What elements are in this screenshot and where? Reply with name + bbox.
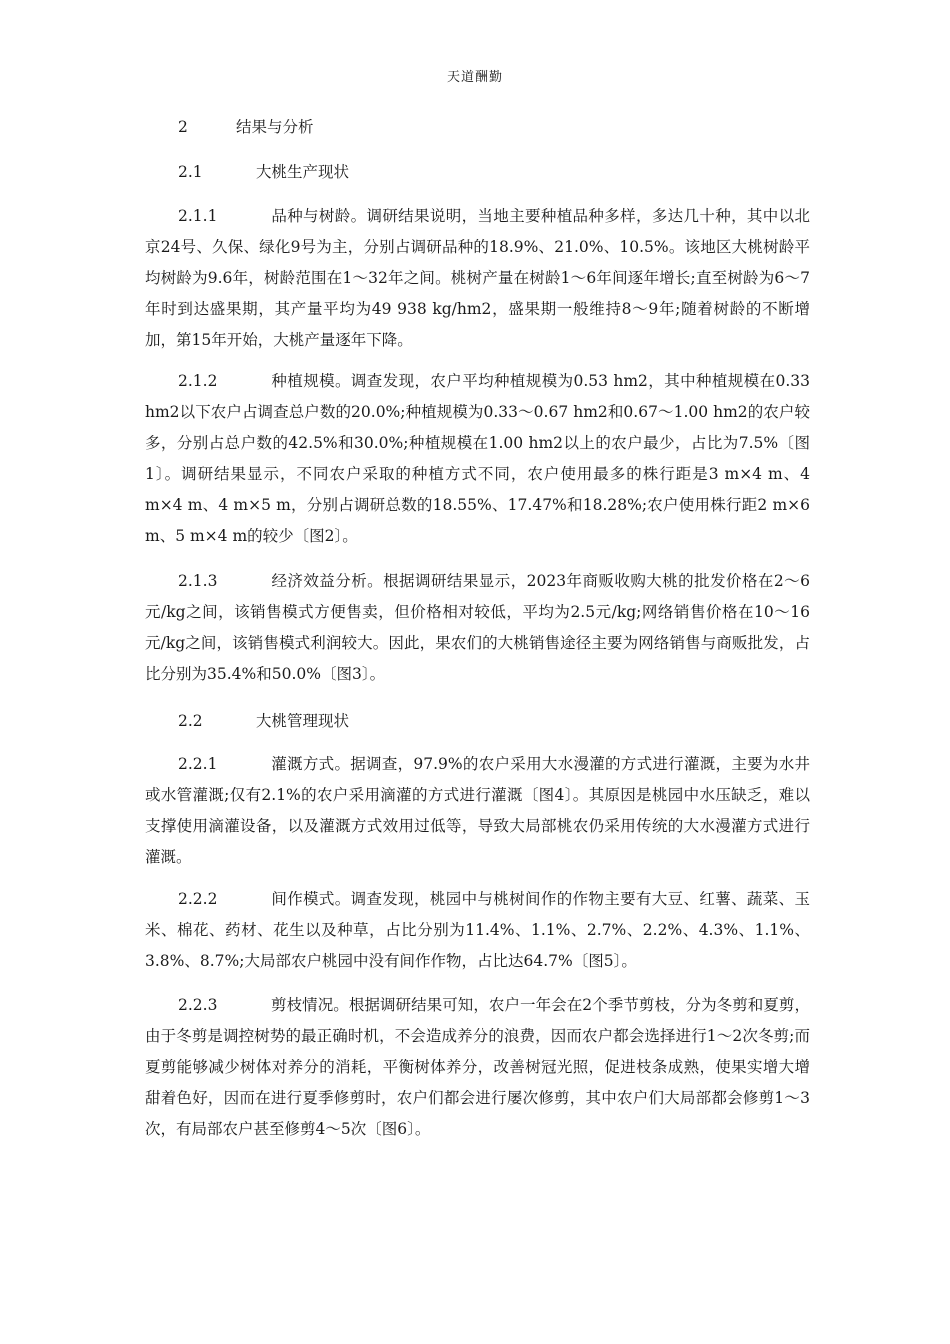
- section-number: 2.2: [178, 712, 203, 730]
- paragraph-2-2-3: [145, 990, 810, 1145]
- paragraph-2-1-3: [145, 566, 810, 690]
- paragraph-text: 剪枝情况。根据调研结果可知，农户一年会在2个季节剪枝，分为冬剪和夏剪，由于冬剪是调控树势的最正确时机，不会造成养分的浪费，因而农户都会选择进行1～2次冬剪;而夏剪能够减少树体对养分的消耗，平衡树体养分，改善树冠光照，促进枝条成熟，使果实增大增甜着色好，因而在进行夏季修剪时，农户们都会进行屡次修剪，其中农户们大局部都会修剪1～3次，有局部农户甚至修剪4～5次〔图6〕。: [145, 996, 810, 1138]
- paragraph-2-1-2: [145, 366, 810, 552]
- paragraph-number: 2.2.1: [178, 755, 218, 773]
- section-title: 大桃生产现状: [256, 163, 350, 181]
- paragraph-text: 经济效益分析。根据调研结果显示，2023年商贩收购大桃的批发价格在2～6元/kg之间，该销售模式方便售卖，但价格相对较低，平均为2.5元/kg;网络销售价格在10～16元/kg之间，该销售模式利润较大。因此，果农们的大桃销售途径主要为网络销售与商贩批发，占比分别为35.4%和50.0%〔图3〕。: [145, 572, 810, 683]
- page-header: 天道酬勤: [446, 70, 503, 85]
- section-heading-2-1: [178, 162, 349, 182]
- section-heading-2: [178, 117, 314, 137]
- paragraph-2-2-1: [145, 749, 810, 873]
- section-title: 大桃管理现状: [256, 712, 350, 730]
- section-title: 结果与分析: [236, 118, 314, 136]
- paragraph-text: 种植规模。调查发现，农户平均种植规模为0.53 hm2，其中种植规模在0.33 hm2以下农户占调查总户数的20.0%;种植规模为0.33～0.67 hm2和0.67～1.00 hm2的农户较多，分别占总户数的42.5%和30.0%;种植规模在1.00 hm2以上的农户最少，占比为7.5%〔图1〕。调研结果显示，不同农户采取的种植方式不同，农户使用最多的株行距是3 m×4 m、4 m×4 m、4 m×5 m，分别占调研总数的18.55%、17.47%和18.28%;农户使用株行距2 m×6 m、5 m×4 m的较少〔图2〕。: [145, 372, 810, 545]
- section-heading-2-2: [178, 711, 349, 731]
- paragraph-2-2-2: [145, 884, 810, 977]
- paragraph-text: 品种与树龄。调研结果说明，当地主要种植品种多样，多达几十种，其中以北京24号、久保、绿化9号为主，分别占调研品种的18.9%、21.0%、10.5%。该地区大桃树龄平均树龄为9.6年，树龄范围在1～32年之间。桃树产量在树龄1～6年间逐年增长;直至树龄为6～7年时到达盛果期，其产量平均为49 938 kg/hm2，盛果期一般维持8～9年;随着树龄的不断增加，第15年开始，大桃产量逐年下降。: [145, 207, 810, 349]
- paragraph-number: 2.2.3: [178, 996, 218, 1014]
- paragraph-number: 2.1.3: [178, 572, 218, 590]
- section-number: 2: [178, 118, 188, 136]
- paragraph-number: 2.2.2: [178, 890, 218, 908]
- paragraph-text: 间作模式。调查发现，桃园中与桃树间作的作物主要有大豆、红薯、蔬菜、玉米、棉花、药材、花生以及种草，占比分别为11.4%、1.1%、2.7%、2.2%、4.3%、1.1%、3.8%、8.7%;大局部农户桃园中没有间作作物，占比达64.7%〔图5〕。: [145, 890, 810, 970]
- section-number: 2.1: [178, 163, 203, 181]
- paragraph-number: 2.1.2: [178, 372, 218, 390]
- paragraph-2-1-1: [145, 201, 810, 356]
- paragraph-number: 2.1.1: [178, 207, 218, 225]
- paragraph-text: 灌溉方式。据调查，97.9%的农户采用大水漫灌的方式进行灌溉，主要为水井或水管灌溉;仅有2.1%的农户采用滴灌的方式进行灌溉〔图4〕。其原因是桃园中水压缺乏，难以支撑使用滴灌设备，以及灌溉方式效用过低等，导致大局部桃农仍采用传统的大水漫灌方式进行灌溉。: [145, 755, 810, 866]
